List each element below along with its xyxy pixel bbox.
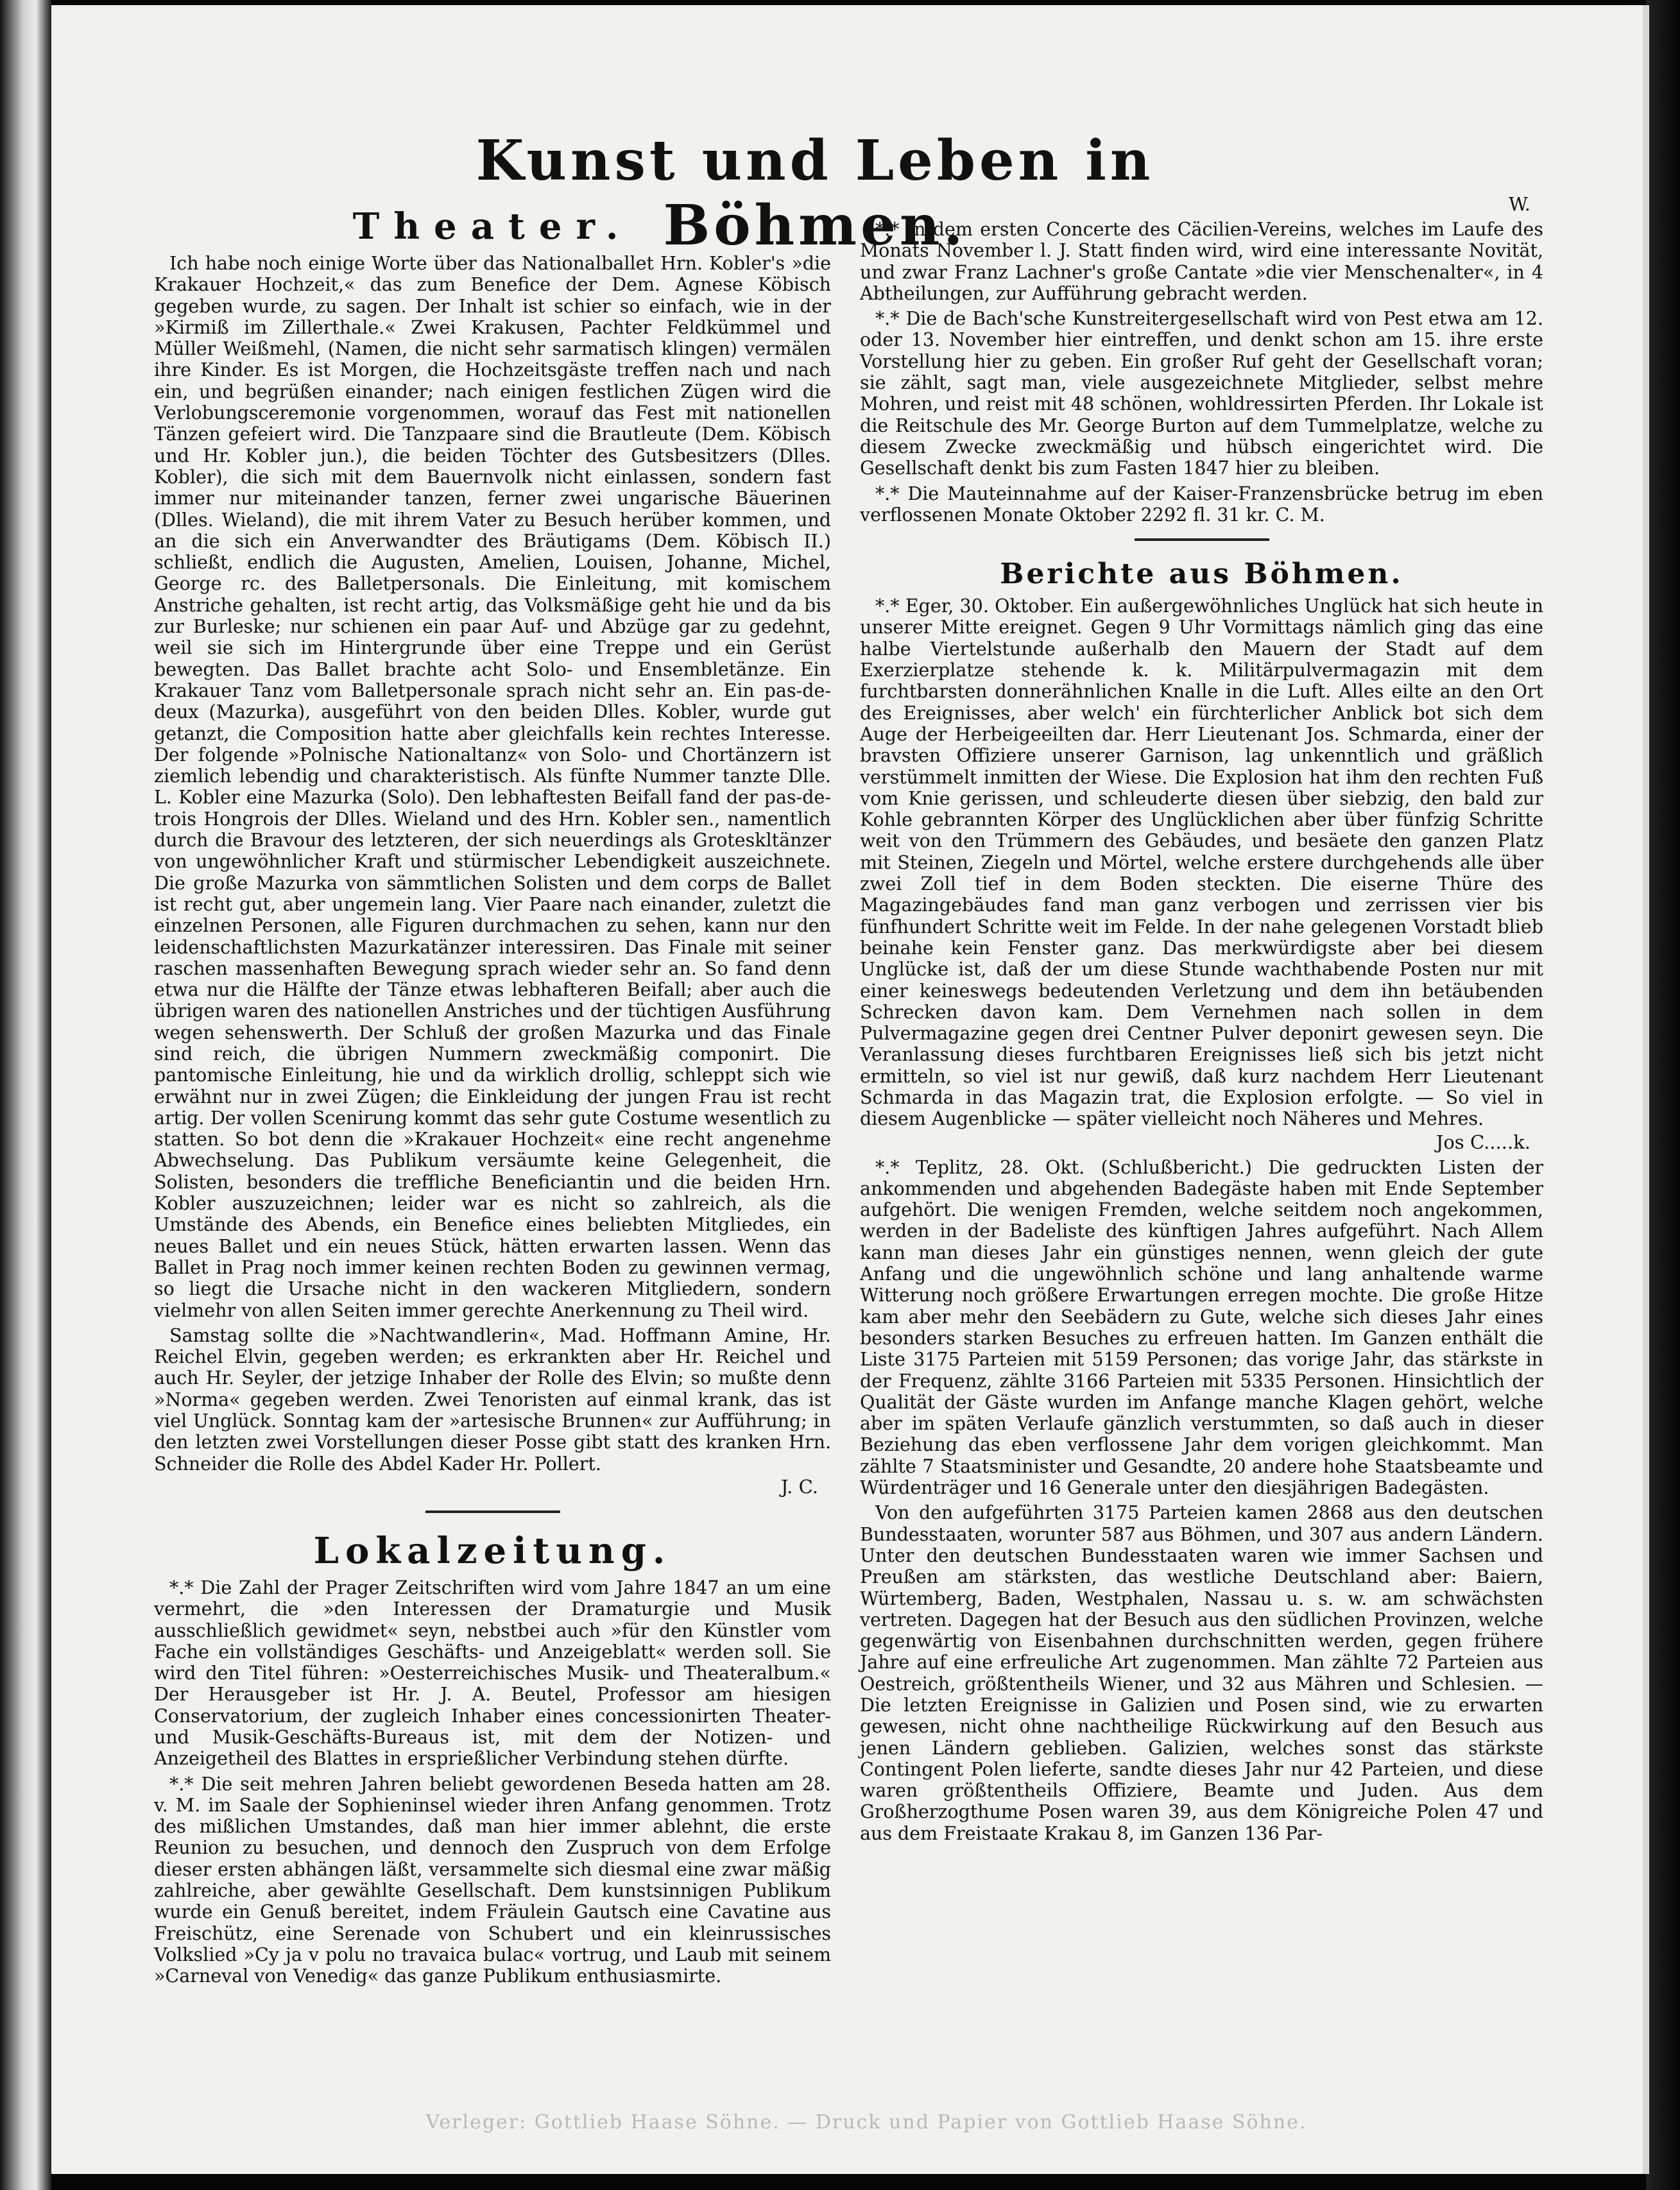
lokal-paragraph: *.* Die seit mehren Jahren beliebt gewordenen Beseda hatten am 28. v. M. im Saale der Sophieninsel wieder ihren Anfang genommen. Trotz des mißlichen Umstandes, daß man hier immer ablehnt, die erste Reunion zu besuchen, und dennoch den Zuspruch von dem Erfolge dieser ersten abhängen läßt, versammelte sich diesmal eine zwar mäßig zahlreiche, aber gewählte Gesellschaft. Dem kunstsinnigen Publikum wurde ein Genuß bereitet, indem Fräulein Gautsch eine Cavatine aus Freischütz, eine Serenade von Schubert und ein kleinrussisches Volkslied »Cy ja v polu no travaica bulac« vortrug, und Laub mit seinem »Carneval von Venedig« das ganze Publikum enthusiasmirte.	[154, 1773, 831, 1987]
lokal-note: *.* Die de Bach'sche Kunstreitergesellschaft wird von Pest etwa am 12. oder 13. November hier eintreffen, und denkt schon am 15. ihre erste Vorstellung hier zu geben. Ein großer Ruf geht der Gesellschaft voran; sie zählt, sagt man, viele ausgezeichnete Mitglieder, selbst mehre Mohren, und reist mit 48 schönen, wohldressirten Pferden. Ihr Lokale ist die Reitschule des Mr. George Burton auf dem Tummelplatze, welche zu diesem Zwecke zweckmäßig und hübsch eingerichtet wird. Die Gesellschaft denkt bis zum Fasten 1847 hier zu bleiben.	[860, 308, 1543, 479]
theater-paragraph: Ich habe noch einige Worte über das Nationalballet Hrn. Kobler's »die Krakauer Hochzeit,« das zum Benefice der Dem. Agnese Köbisch gegeben wurde, zu sagen. Der Inhalt ist schier so einfach, wie in der »Kirmiß im Zillerthale.« Zwei Krakusen, Pachter Feldkümmel und Müller Weißmehl, (Namen, die nicht sehr sarmatisch klingen) vermälen ihre Kinder. Es ist Morgen, die Hochzeitsgäste treffen nach und nach ein, und begrüßen einander; nach einigen festlichen Zügen wird die Verlobungsceremonie vorgenommen, worauf das Fest mit nationellen Tänzen gefeiert wird. Die Tanzpaare sind die Brautleute (Dem. Köbisch und Hr. Kobler jun.), die beiden Töchter des Gutsbesitzers (Dlles. Kobler), die sich mit dem Bauernvolk nicht einlassen, sondern fast immer nur miteinander tanzen, ferner zwei ungarische Bäuerinen (Dlles. Wieland), die mit ihrem Vater zu Besuch herüber kommen, und an die sich ein Anverwandter des Bräutigams (Dem. Köbisch II.) schließt, endlich die Augusten, Amelien, Louisen, Johanne, Michel, George rc. des Balletpersonals. Die Einleitung, mit komischem Anstriche gehalten, ist recht artig, das Volksmäßige geht hie und da bis zur Burleske; nur schienen ein paar Auf- und Abzüge gar zu gedehnt, weil sie sich im Hintergrunde über eine Treppe und ein Gerüst bewegten. Das Ballet brachte acht Solo- und Ensembletänze. Ein Krakauer Tanz vom Balletpersonale sprach nicht sehr an. Ein pas-de-deux (Mazurka), ausgeführt von den beiden Dlles. Kobler, wurde gut getanzt, die Composition hatte aber gleichfalls kein rechtes Interesse. Der folgende »Polnische Nationaltanz« von Solo- und Chortänzern ist ziemlich lebendig und charakteristisch. Als fünfte Nummer tanzte Dlle. L. Kobler eine Mazurka (Solo). Den lebhaftesten Beifall fand der pas-de-trois Hongrois der Dlles. Wieland und des Hrn. Kobler sen., namentlich durch die Bravour des letzteren, der sich neuerdings als Groteskltänzer von ungewöhnlicher Kraft und stürmischer Lebendigkeit auszeichnete. Die große Mazurka von sämmtlichen Solisten und dem corps de Ballet ist recht gut, aber ungemein lang. Vier Paare nach einander, zuletzt die einzelnen Personen, alle Figuren durchmachen zu sehen, kann nur den leidenschaftlichsten Mazurkatänzer interessiren. Das Finale mit seiner raschen massenhaften Bewegung sprach wieder sehr an. So fand denn etwa nur die Hälfte der Tänze etwas lebhafteren Beifall; aber auch die übrigen waren des nationellen Anstriches und der tüchtigen Ausführung wegen sehenswerth. Der Schluß der großen Mazurka und das Finale sind reich, die übrigen Nummern zweckmäßig componirt. Die pantomische Einleitung, hie und da wirklich drollig, schleppt sich wie erwähnt nur in zwei Zügen; die Einkleidung der jungen Frau ist recht artig. Der vollen Scenirung kommt das sehr gute Costume wesentlich zu statten. So bot denn die »Krakauer Hochzeit« eine recht angenehme Abwechselung. Das Publikum versäumte keine Gelegenheit, die Solisten, besonders die treffliche Beneficiantin und die beiden Hrn. Kobler auszuzeichnen; leider war es nicht so zahlreich, als die Umstände des Abends, ein Benefice eines beliebten Mitgliedes, ein neues Ballet und ein neues Stück, hätten erwarten lassen. Wenn das Ballet in Prag noch immer keinen rechten Boden zu gewinnen vermag, so liegt die Ursache nicht in den wackeren Mitgliedern, sondern vielmehr von allen Seiten immer gerechte Anerkennung zu Theil wird.	[154, 253, 831, 1321]
lokal-signature: W.	[1509, 193, 1530, 215]
right-column	[860, 193, 1543, 1848]
lokal-note: *.* In dem ersten Concerte des Cäcilien-Vereins, welches im Laufe des Monats November l. J. Statt finden wird, wird eine interessante Novität, und zwar Franz Lachner's große Cantate »die vier Menschenalter«, in 4 Abtheilungen, zur Aufführung gebracht werden.	[860, 219, 1543, 304]
berichte-heading: Berichte aus Böhmen.	[1000, 558, 1403, 591]
theater-heading: Theater.	[352, 205, 633, 248]
theater-signature: J. C.	[780, 1475, 818, 1498]
lokal-paragraph: *.* Die Zahl der Prager Zeitschriften wird vom Jahre 1847 an um eine vermehrt, die »den Interessen der Dramaturgie und Musik ausschließlich gewidmet« seyn, nebstbei auch »für den Künstler vom Fache ein vollständiges Geschäfts- und Anzeigeblatt« werden soll. Sie wird den Titel führen: »Oesterreichisches Musik- und Theateralbum.« Der Herausgeber ist Hr. J. A. Beutel, Professor am hiesigen Conservatorium, der zugleich Inhaber eines concessionirten Theater- und Musik-Geschäfts-Bureaus ist, mit dem der Notizen- und Anzeigetheil des Blattes in ersprießlicher Verbindung stehen dürfte.	[154, 1577, 831, 1770]
left-column	[154, 205, 831, 1991]
eger-report: *.* Eger, 30. Oktober. Ein außergewöhnliches Unglück hat sich heute in unserer Mitte ereignet. Gegen 9 Uhr Vormittags nämlich ging das eine halbe Viertelstunde außerhalb den Mauern der Stadt auf dem Exerzierplatze stehende k. k. Militärpulvermagazin mit dem furchtbarsten donnerähnlichen Knalle in die Luft. Alles eilte an den Ort des Ereignisses, aber welch' ein fürchterlicher Anblick bot sich dem Auge der Herbeigeeilten dar. Herr Lieutenant Jos. Schmarda, einer der bravsten Offiziere unserer Garnison, lag unkenntlich und gräßlich verstümmelt inmitten der Wiese. Die Explosion hat ihm den rechten Fuß vom Knie gerissen, und schleuderte diesen über siebzig, den bald zur Kohle gebrannten Körper des Unglücklichen aber über fünfzig Schritte weit von den Trümmern des Gebäudes, und besäete den ganzen Platz mit Steinen, Ziegeln und Mörtel, welche erstere durchgehends alle über zwei Zoll tief in dem Boden steckten. Die eiserne Thüre des Magazingebäudes fand man ganz verbogen und zerrissen vier bis fünfhundert Schritte weit im Felde. In der nahe gelegenen Vorstadt blieb beinahe kein Fenster ganz. Das merkwürdigste aber bei diesem Unglücke ist, daß der um diese Stunde wachthabende Posten nur mit einer keineswegs bedeutenden Verletzung und dem ihn betäubenden Schrecken davon kam. Dem Vernehmen nach sollen in dem Pulvermagazine gegen drei Centner Pulver deponirt gewesen seyn. Die Veranlassung dieses furchtbaren Ereignisses ließ sich bis jetzt nicht ermitteln, so viel ist nur gewiß, daß kurz nachdem Herr Lieutenant Schmarda in das Magazin trat, die Explosion erfolgte. — So viel in diesem Augenblicke — später vielleicht noch Näheres und Mehres.	[860, 595, 1543, 1130]
publisher-footer: Verleger: Gottlieb Haase Söhne. — Druck und Papier von Gottlieb Haase Söhne.	[425, 2111, 1307, 2134]
theater-paragraph: Samstag sollte die »Nachtwandlerin«, Mad. Hoffmann Amine, Hr. Reichel Elvin, gegeben werden; es erkrankten aber Hr. Reichel und auch Hr. Seyler, der jetzige Inhaber der Rolle des Elvin; so mußte denn »Norma« gegeben werden. Zwei Tenoristen auf einmal krank, das ist viel Unglück. Sonntag kam der »artesische Brunnen« zur Aufführung; in den letzten zwei Vorstellungen dieser Posse gibt statt des kranken Hrn. Schneider die Rolle des Abdel Kader Hr. Pollert.	[154, 1324, 831, 1475]
lokal-heading: Lokalzeitung.	[313, 1529, 672, 1572]
section-divider	[425, 1510, 560, 1513]
book-spine	[0, 0, 51, 2190]
page-title: Kunst und Leben in Böhmen.	[476, 128, 1154, 258]
eger-signature: Jos C.....k.	[1436, 1131, 1530, 1153]
teplitz-report: Von den aufgeführten 3175 Parteien kamen 2868 aus den deutschen Bundesstaaten, worunter 587 aus Böhmen, und 307 aus andern Ländern. Unter den deutschen Bundesstaaten waren wie immer Sachsen und Preußen am stärksten, das westliche Deutschland aber: Baiern, Würtemberg, Baden, Westphalen, Nassau u. s. w. am schwächsten vertreten. Dagegen hat der Besuch aus den südlichen Provinzen, welche gegenwärtig von Eisenbahnen durchschnitten werden, gegen frühere Jahre auf eine erfreuliche Art zugenommen. Man zählte 72 Parteien aus Oestreich, größtentheils Wiener, und 32 aus Mähren und Schlesien. — Die letzten Ereignisse in Galizien und Posen sind, wie zu erwarten gewesen, nicht ohne nachtheilige Rückwirkung auf den Besuch aus jenen Ländern geblieben. Galizien, welches sonst das stärkste Contingent Polen lieferte, sandte dieses Jahr nur 42 Parteien, und diese waren größtentheils Offiziere, Beamte und Juden. Aus dem Großherzogthume Posen waren 39, aus dem Königreiche Polen 47 und aus dem Freistaate Krakau 8, im Ganzen 136 Par-	[860, 1502, 1543, 1844]
lokal-note: *.* Die Mauteinnahme auf der Kaiser-Franzensbrücke betrug im eben verflossenen Monate Oktober 2292 fl. 31 kr. C. M.	[860, 483, 1543, 526]
section-divider	[1135, 538, 1269, 541]
teplitz-report: *.* Teplitz, 28. Okt. (Schlußbericht.) Die gedruckten Listen der ankommenden und abgehenden Badegäste haben mit Ende September aufgehört. Die wenigen Fremden, welche seitdem noch angekommen, werden in der Badeliste des künftigen Jahres aufgeführt. Nach Allem kann man dieses Jahr ein günstiges nennen, wenn gleich der gute Anfang und die ungewöhnlich schöne und lang anhaltende warme Witterung noch größere Erwartungen erregen mochte. Die große Hitze kam aber mehr den Seebädern zu Gute, welche sich dieses Jahr eines besonders starken Besuches zu erfreuen hatten. Im Ganzen enthält die Liste 3175 Parteien mit 5159 Personen; das vorige Jahr, das stärkste in der Frequenz, zählte 3166 Parteien mit 5335 Personen. Hinsichtlich der Qualität der Gäste wurden im Anfange manche Klagen gehört, welche aber im späten Verlaufe gänzlich verstummten, so daß auch in dieser Beziehung das eben verflossene Jahr dem vorigen gleichkommt. Man zählte 7 Staatsminister und Gesandte, 20 andere hohe Staatsbeamte und Würdenträger und 16 Generale unter den diesjährigen Badegästen.	[860, 1156, 1543, 1499]
next-page-edge	[1646, 0, 1680, 2190]
